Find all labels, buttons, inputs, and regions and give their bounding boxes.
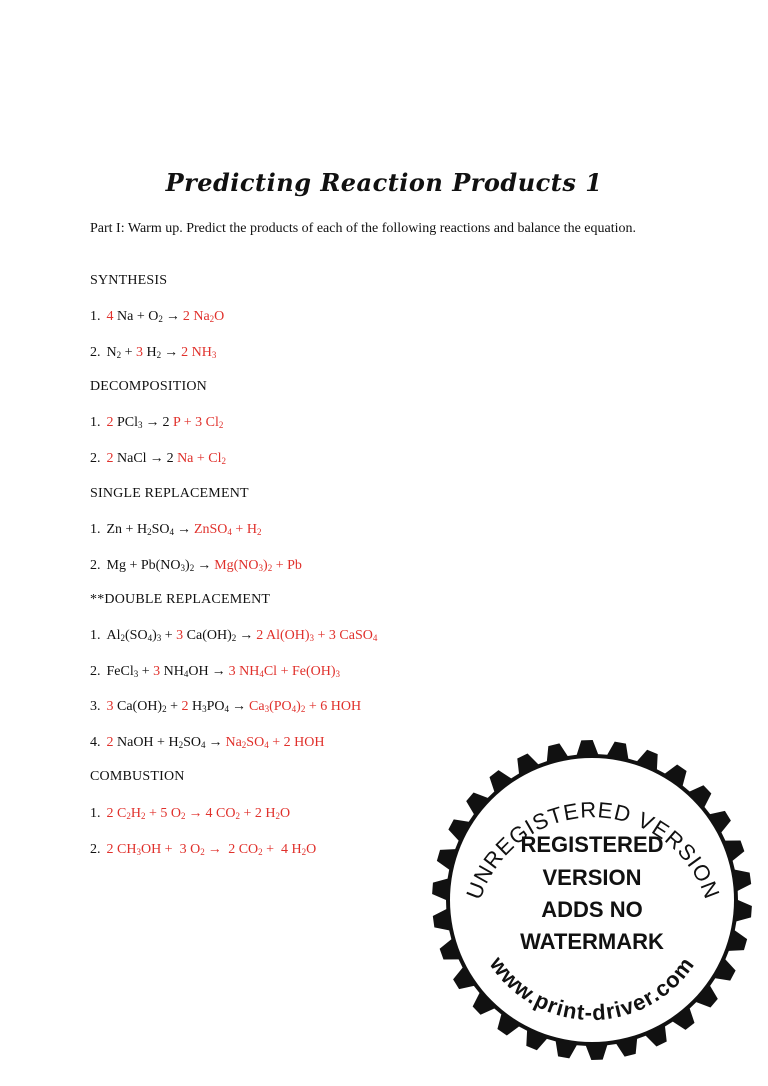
equation-double-2: 2. FeCl$_3$ + 3 $NH_4OH \to 3$ $NH_4Cl + Fe(OH)_3$ [90,664,341,679]
equation-double-1: 1. $Al_2(SO_4)_3 + 3$ $Ca(OH)_2 \to 2$ $Al(OH)_3 + 3$ CaSO$_4$ [90,628,378,643]
section-combustion: COMBUSTION [90,769,185,784]
item-number: 2. [90,842,101,857]
equation-single-1: 1. $Zn + H_2SO_4$ → ZnSO$_4$ + $H_2$ [90,522,262,537]
stamp-arc-text: UNREGISTERED VERSION [461,797,725,903]
equation-combustion-2: 2. 2 $CH_3OH + 3$ $O_2 \to 2$ $CO_2 + 4$ $H_2O$ [90,842,317,857]
equation-single-2: 2. $Mg + Pb(NO_3)_2 \to Mg(NO_3)_2 + Pb$ [90,558,302,573]
section-synthesis: SYNTHESIS [90,273,168,288]
item-number: 1. [90,806,101,821]
stamp-line-3: ADDS NO [541,897,643,922]
item-number: 1. [90,628,101,643]
stamp-line-4: WATERMARK [520,929,664,954]
instructions: Part I: Warm up. Predict the products of each of the following reactions and balance the equation. [90,221,636,236]
item-number: 1. [90,522,101,537]
equation-synthesis-2: 2. $N_2 + 3$ $H_2 \to 2$ $NH_3$ [90,345,217,360]
equation-decomposition-1: 1. 2 PCl$_3$ → 2 P + 3 $Cl_2$ [90,415,224,430]
item-number: 3. [90,699,101,714]
equation-double-4: 4. 2 NaOH + $H_2SO_4 \to Na_2SO_4 + 2$ HOH [90,735,325,750]
section-decomposition: DECOMPOSITION [90,379,207,394]
item-number: 2. [90,345,101,360]
equation-double-3: 3. 3 $Ca(OH)_2 + 2$ $H_3PO_4 \to Ca_3(PO_4)_2 + 6$ HOH [90,699,362,714]
item-number: 2. [90,664,101,679]
equation-decomposition-2: 2. 2 NaCl → 2 $Na + Cl_2$ [90,451,227,466]
page-title: Predicting Reaction Products 1 [165,168,603,197]
item-number: 1. [90,415,101,430]
stamp-line-1: REGISTERED [520,832,664,857]
stamp-url-text: www.print-driver.com [484,951,700,1026]
stamp-line-2: VERSION [542,865,642,890]
item-number: 4. [90,735,101,750]
equation-combustion-1: 1. 2 $C_2H_2 + 5$ $O_2 \to 4$ $CO_2 + 2$ $H_2O$ [90,806,291,821]
watermark-stamp [432,740,752,1060]
section-double-replacement: **DOUBLE REPLACEMENT [90,592,271,607]
section-single-replacement: SINGLE REPLACEMENT [90,486,249,501]
item-number: 2. [90,558,101,573]
item-number: 1. [90,309,101,324]
item-number: 2. [90,451,101,466]
equation-synthesis-1: 1. 4 $Na + O_2 \to 2$ $Na_2O$ [90,309,225,324]
